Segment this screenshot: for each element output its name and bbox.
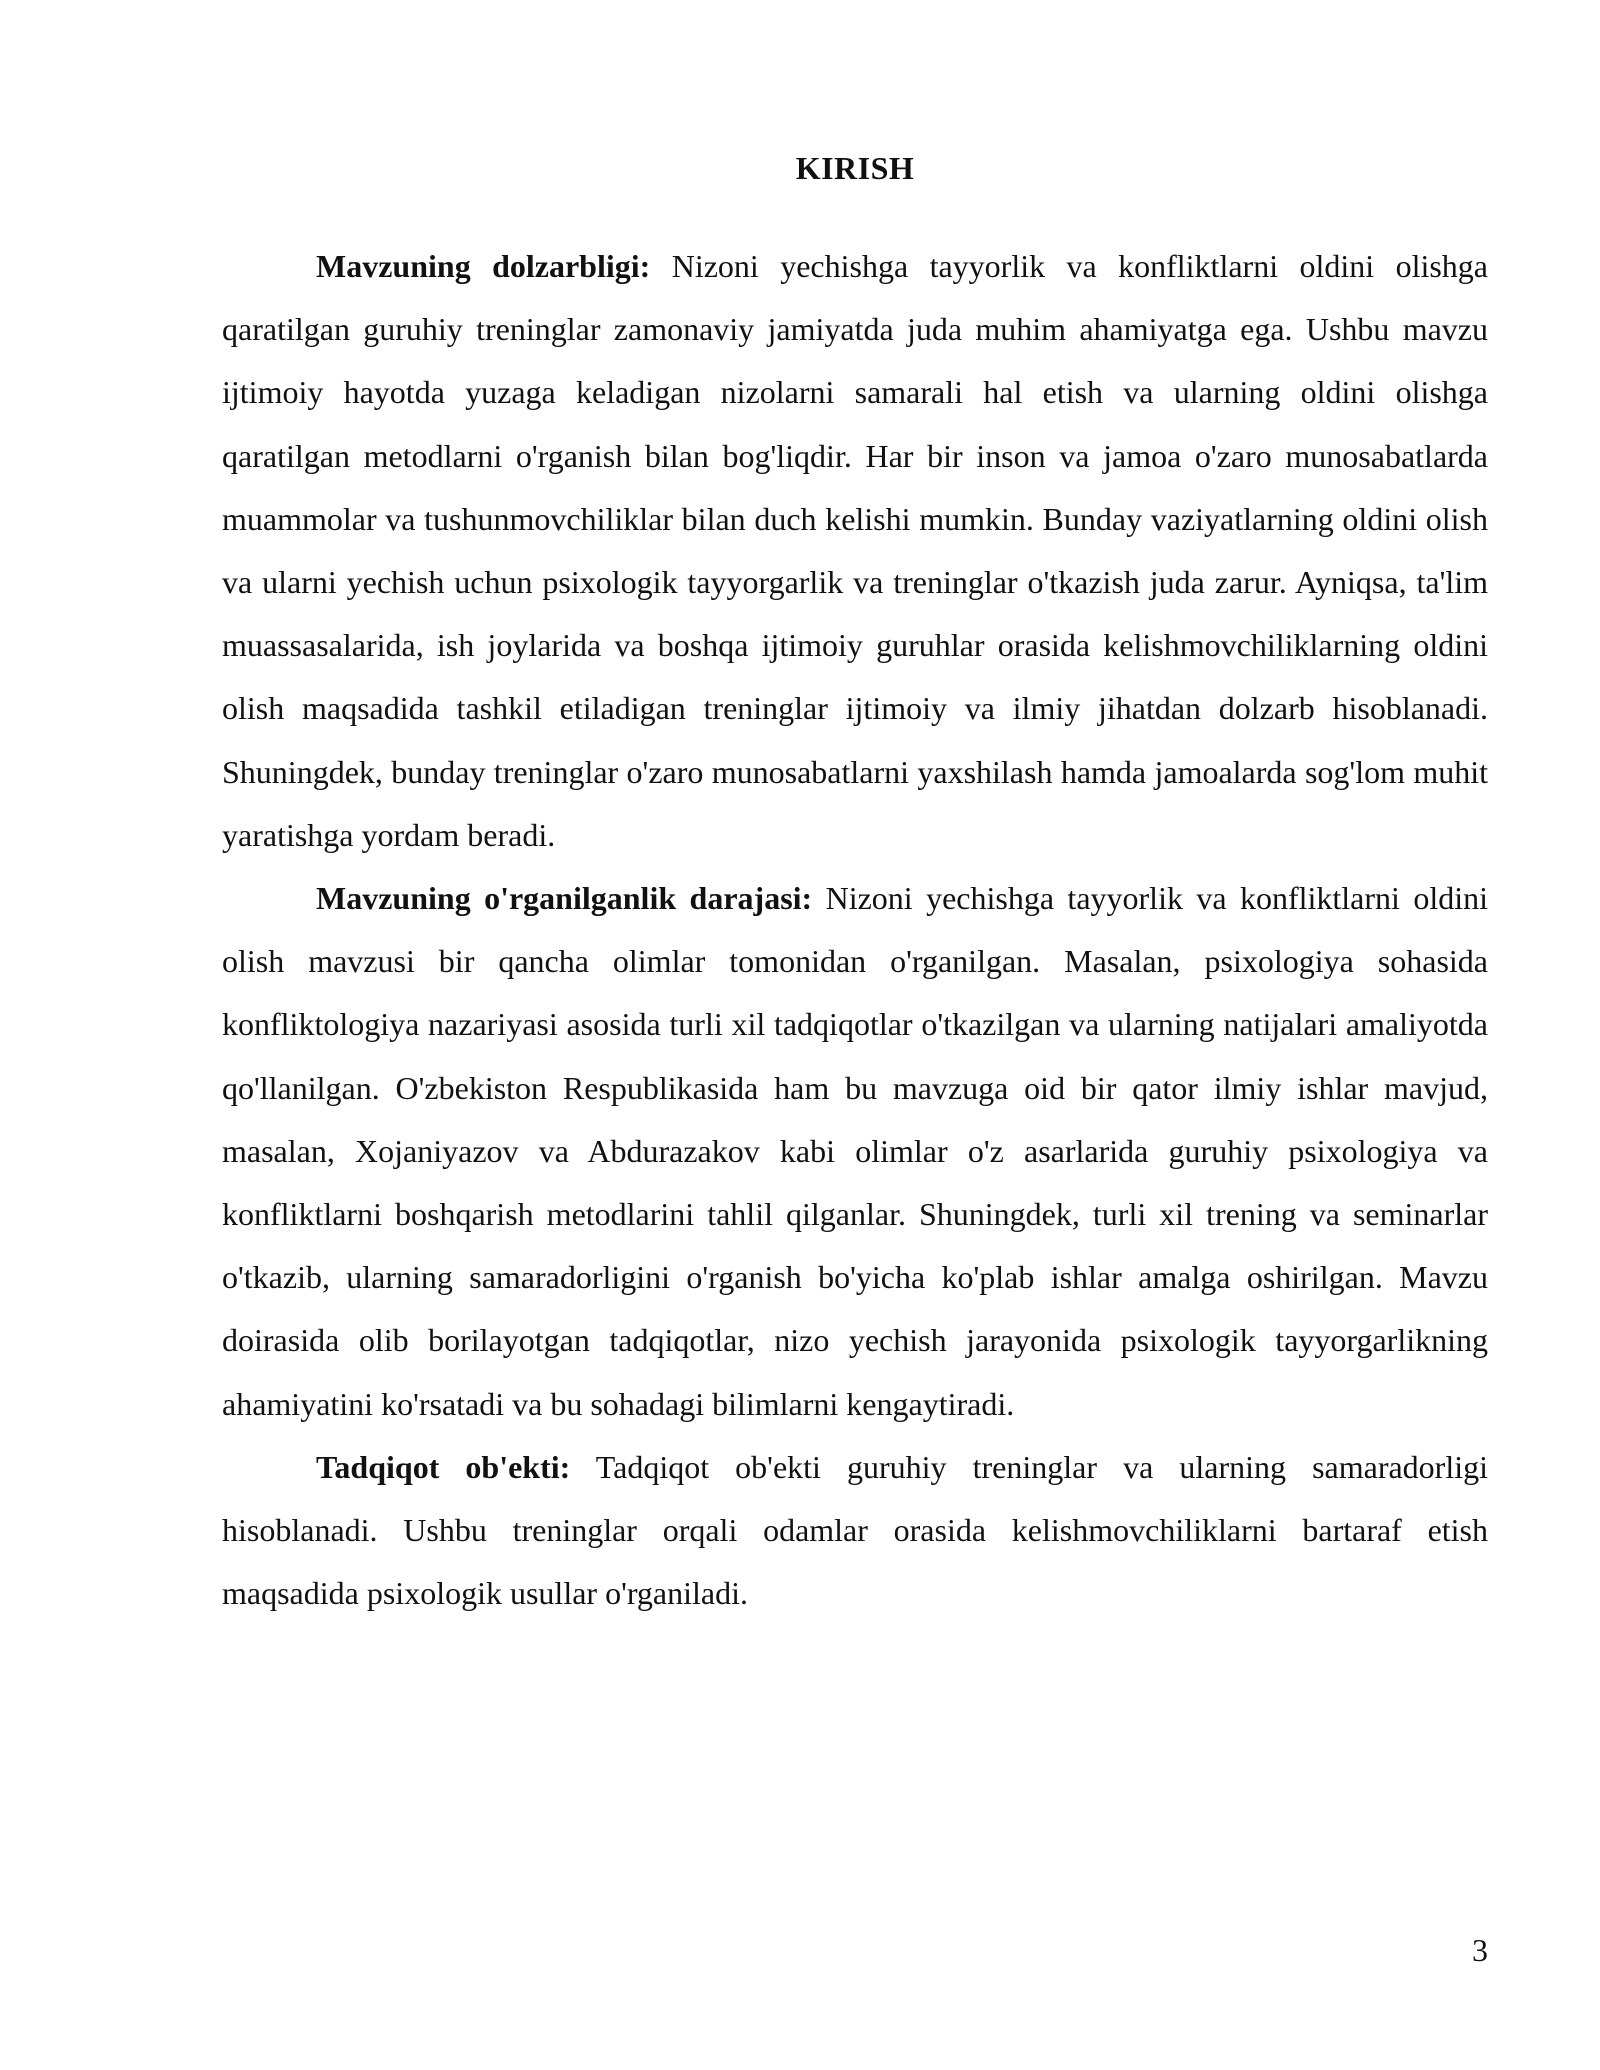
paragraph-research-object (222, 1436, 1488, 1626)
paragraph-text: Nizoni yechishga tayyorlik va konfliktlarni oldini olish mavzusi bir qancha olimlar tomonidan o'rganilgan. Masalan, psixologiya sohasida konfliktologiya nazariyasi asosida turli xil tadqiqotlar o'tkazilgan va ularning natijalari amaliyotda qo'llanilgan. O'zbekiston Respublikasida ham bu mavzuga oid bir qator ilmiy ishlar mavjud, masalan, Xojaniyazov va Abdurazakov kabi olimlar o'z asarlarida guruhiy psixologiya va konfliktlarni boshqarish metodlarini tahlil qilganlar. Shuningdek, turli xil trening va seminarlar o'tkazib, ularning samaradorligini o'rganish bo'yicha ko'plab ishlar amalga oshirilgan. Mavzu doirasida olib borilayotgan tadqiqotlar, nizo yechish jarayonida psixologik tayyorgarlikning ahamiyatini ko'rsatadi va bu sohadagi bilimlarni kengaytiradi. (222, 880, 1488, 1422)
paragraph-study-level (222, 867, 1488, 1436)
page-number: 3 (1472, 1932, 1488, 1968)
page-heading: KIRISH (795, 150, 915, 186)
paragraph-relevance (222, 235, 1488, 867)
paragraph-lead: Mavzuning dolzarbligi: (316, 248, 651, 284)
paragraph-lead: Mavzuning o'rganilganlik darajasi: (316, 880, 813, 917)
document-body (222, 235, 1488, 1625)
paragraph-lead: Tadqiqot ob'ekti: (316, 1448, 571, 1485)
paragraph-text: Nizoni yechishga tayyorlik va konfliktlarni oldini olishga qaratilgan guruhiy treninglar zamonaviy jamiyatda juda muhim ahamiyatga ega. Ushbu mavzu ijtimoiy hayotda yuzaga keladigan nizolarni samarali hal etish va ularning oldini olishga qaratilgan metodlarni o'rganish bilan bog'liqdir. Har bir inson va jamoa o'zaro munosabatlarda muammolar va tushunmovchiliklar bilan duch kelishi mumkin. Bunday vaziyatlarning oldini olish va ularni yechish uchun psixologik tayyorgarlik va treninglar o'tkazish juda zarur. Ayniqsa, ta'lim muassasalarida, ish joylarida va boshqa ijtimoiy guruhlar orasida kelishmovchiliklarning oldini olish maqsadida tashkil etiladigan treninglar ijtimoiy va ilmiy jihatdan dolzarb hisoblanadi. Shuningdek, bunday treninglar o'zaro munosabatlarni yaxshilash hamda jamoalarda sog'lom muhit yaratishga yordam beradi. (222, 248, 1489, 853)
paragraph-text: Tadqiqot ob'ekti guruhiy treninglar va ularning samaradorligi hisoblanadi. Ushbu treninglar orqali odamlar orasida kelishmovchiliklarni bartaraf etish maqsadida psixologik usullar o'rganiladi. (222, 1448, 1489, 1612)
